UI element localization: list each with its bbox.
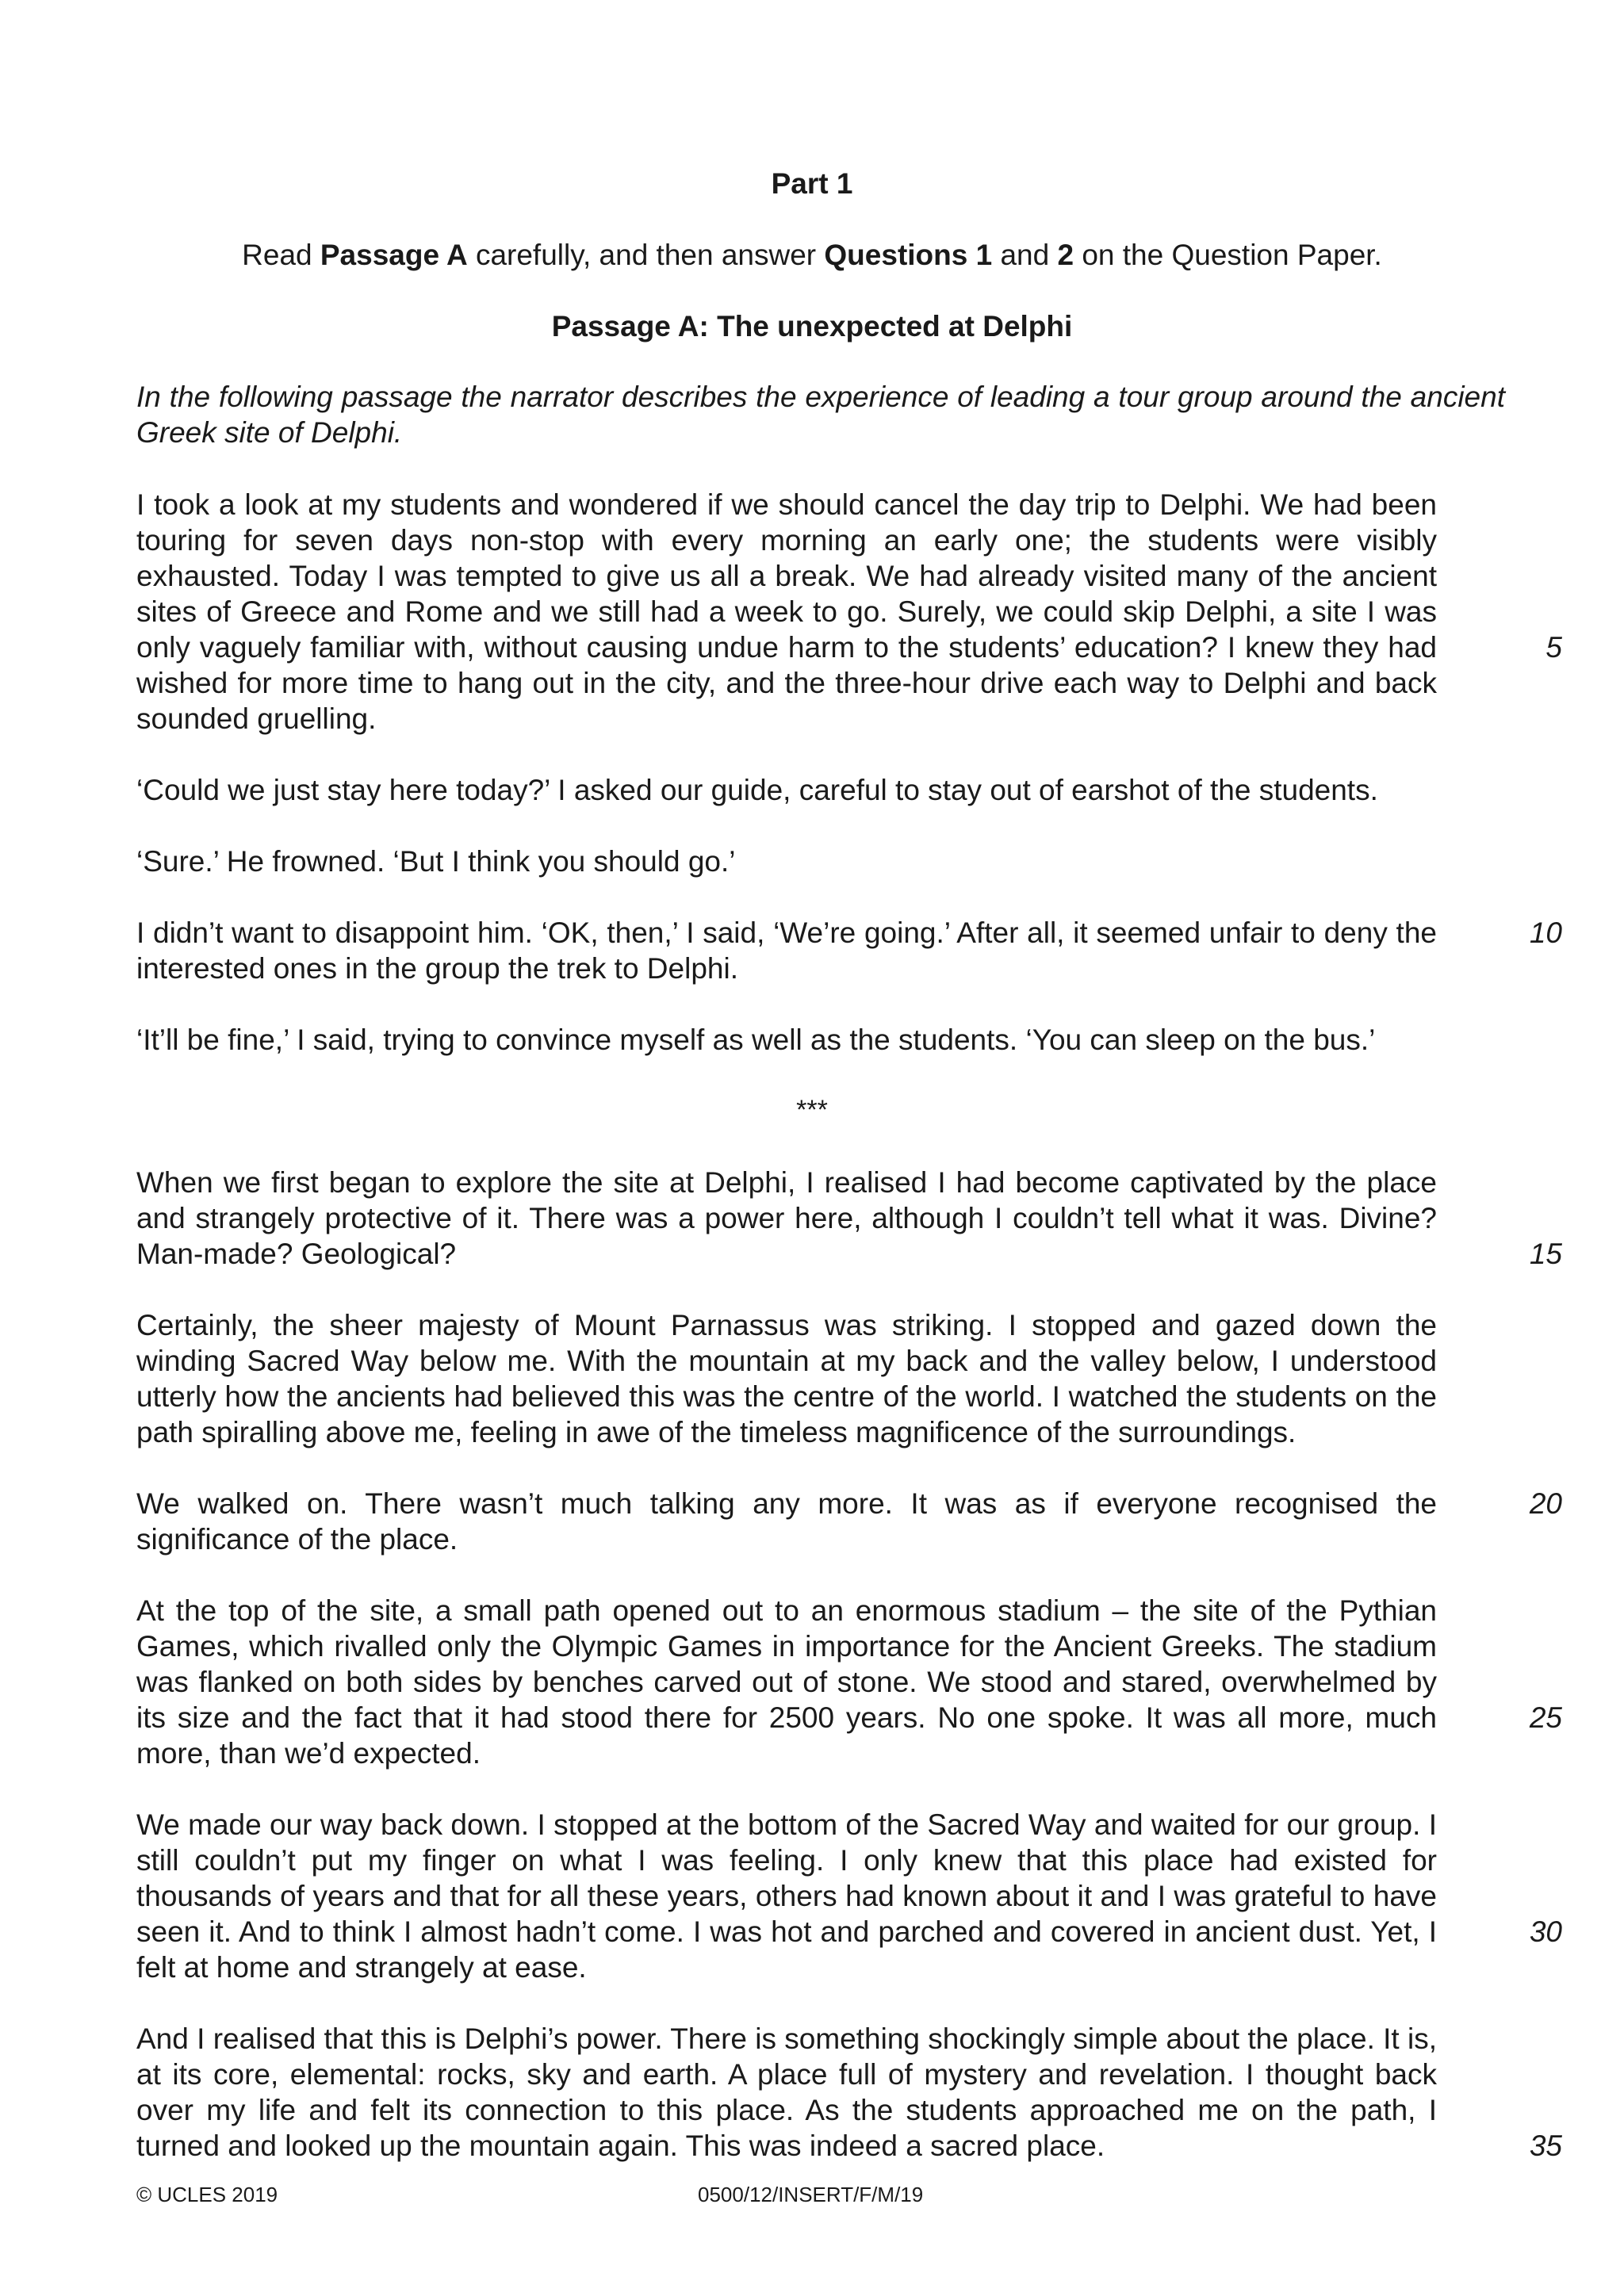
instruction-line <box>0 238 1624 273</box>
paragraph-4: I didn’t want to disappoint him. ‘OK, then,’ I said, ‘We’re going.’ After all, it seemed unfair to deny the interested ones in the group the trek to Delphi. <box>136 916 1437 985</box>
passage-intro: In the following passage the narrator describes the experience of leading a tour group around the ancient Greek site of Delphi. <box>136 381 1505 449</box>
part-heading: Part 1 <box>771 167 853 200</box>
instruction-text-3: and <box>992 239 1058 271</box>
line-number-15: 15 <box>1529 1238 1562 1270</box>
paragraph-1: I took a look at my students and wondered if we should cancel the day trip to Delphi. We had been touring for seven days non-stop with every morning an early one; the students were visibly exhausted. Today I was tempted to give us all a break. We had already visited many of the ancient sites of Greece and Rome and we still had a week to go. Surely, we could skip Delphi, a site I was only vaguely familiar with, without causing undue harm to the students’ education? I knew they had wished for more time to hang out in the city, and the three-hour drive each way to Delphi and back sounded gruelling. <box>136 488 1437 735</box>
footer-copyright: © UCLES 2019 <box>136 2183 278 2206</box>
instruction-question-2-ref: 2 <box>1057 239 1074 271</box>
line-number-30: 30 <box>1529 1915 1562 1948</box>
paragraph-5: ‘It’ll be fine,’ I said, trying to convince myself as well as the students. ‘You can sleep on the bus.’ <box>136 1024 1376 1056</box>
paragraph-11: And I realised that this is Delphi’s power. There is something shockingly simple about the place. It is, at its core, elemental: rocks, sky and earth. A place full of mystery and revelation. I thought back over my life and felt its connection to this place. As the students approached me on the path, I turned and looked up the mountain again. This was indeed a sacred place. <box>136 2022 1437 2162</box>
instruction-text-1: Read <box>242 239 320 271</box>
instruction-text-2: carefully, and then answer <box>467 239 825 271</box>
footer-paper-code: 0500/12/INSERT/F/M/19 <box>698 2183 924 2206</box>
instruction-questions-ref: Questions 1 <box>824 239 993 271</box>
line-number-10: 10 <box>1529 916 1562 949</box>
instruction-text-4: on the Question Paper. <box>1074 239 1382 271</box>
section-break: *** <box>796 1095 828 1125</box>
paragraph-7: Certainly, the sheer majesty of Mount Parnassus was striking. I stopped and gazed down the winding Sacred Way below me. With the mountain at my back and the valley below, I understood utterly how the ancients had believed this was the centre of the world. I watched the students on the path spiralling above me, feeling in awe of the timeless magnificence of the surroundings. <box>136 1309 1437 1448</box>
line-number-5: 5 <box>1545 631 1562 664</box>
line-number-20: 20 <box>1529 1487 1562 1520</box>
paragraph-10: We made our way back down. I stopped at the bottom of the Sacred Way and waited for our group. I still couldn’t put my finger on what I was feeling. I only knew that this place had existed for thousands of years and that for all these years, others had known about it and I was grateful to have seen it. And to think I almost hadn’t come. I was hot and parched and covered in ancient dust. Yet, I felt at home and strangely at ease. <box>136 1808 1437 1984</box>
line-number-35: 35 <box>1529 2130 1562 2162</box>
paragraph-3: ‘Sure.’ He frowned. ‘But I think you should go.’ <box>136 845 736 878</box>
paragraph-2: ‘Could we just stay here today?’ I asked our guide, careful to stay out of earshot of the students. <box>136 774 1378 806</box>
passage-title: Passage A: The unexpected at Delphi <box>551 310 1073 342</box>
paragraph-9: At the top of the site, a small path opened out to an enormous stadium – the site of the Pythian Games, which rivalled only the Olympic Games in importance for the Ancient Greeks. The stadium was flanked on both sides by benches carved out of stone. We stood and stared, overwhelmed by its size and the fact that it had stood there for 2500 years. No one spoke. It was all more, much more, than we’d expected. <box>136 1594 1437 1770</box>
line-number-25: 25 <box>1529 1701 1562 1734</box>
paragraph-6: When we first began to explore the site at Delphi, I realised I had become captivated by the place and strangely protective of it. There was a power here, although I couldn’t tell what it was. Divine? Man-made? Geological? <box>136 1166 1437 1270</box>
paragraph-8: We walked on. There wasn’t much talking any more. It was as if everyone recognised the significance of the place. <box>136 1487 1437 1556</box>
instruction-passage-ref: Passage A <box>320 239 468 271</box>
